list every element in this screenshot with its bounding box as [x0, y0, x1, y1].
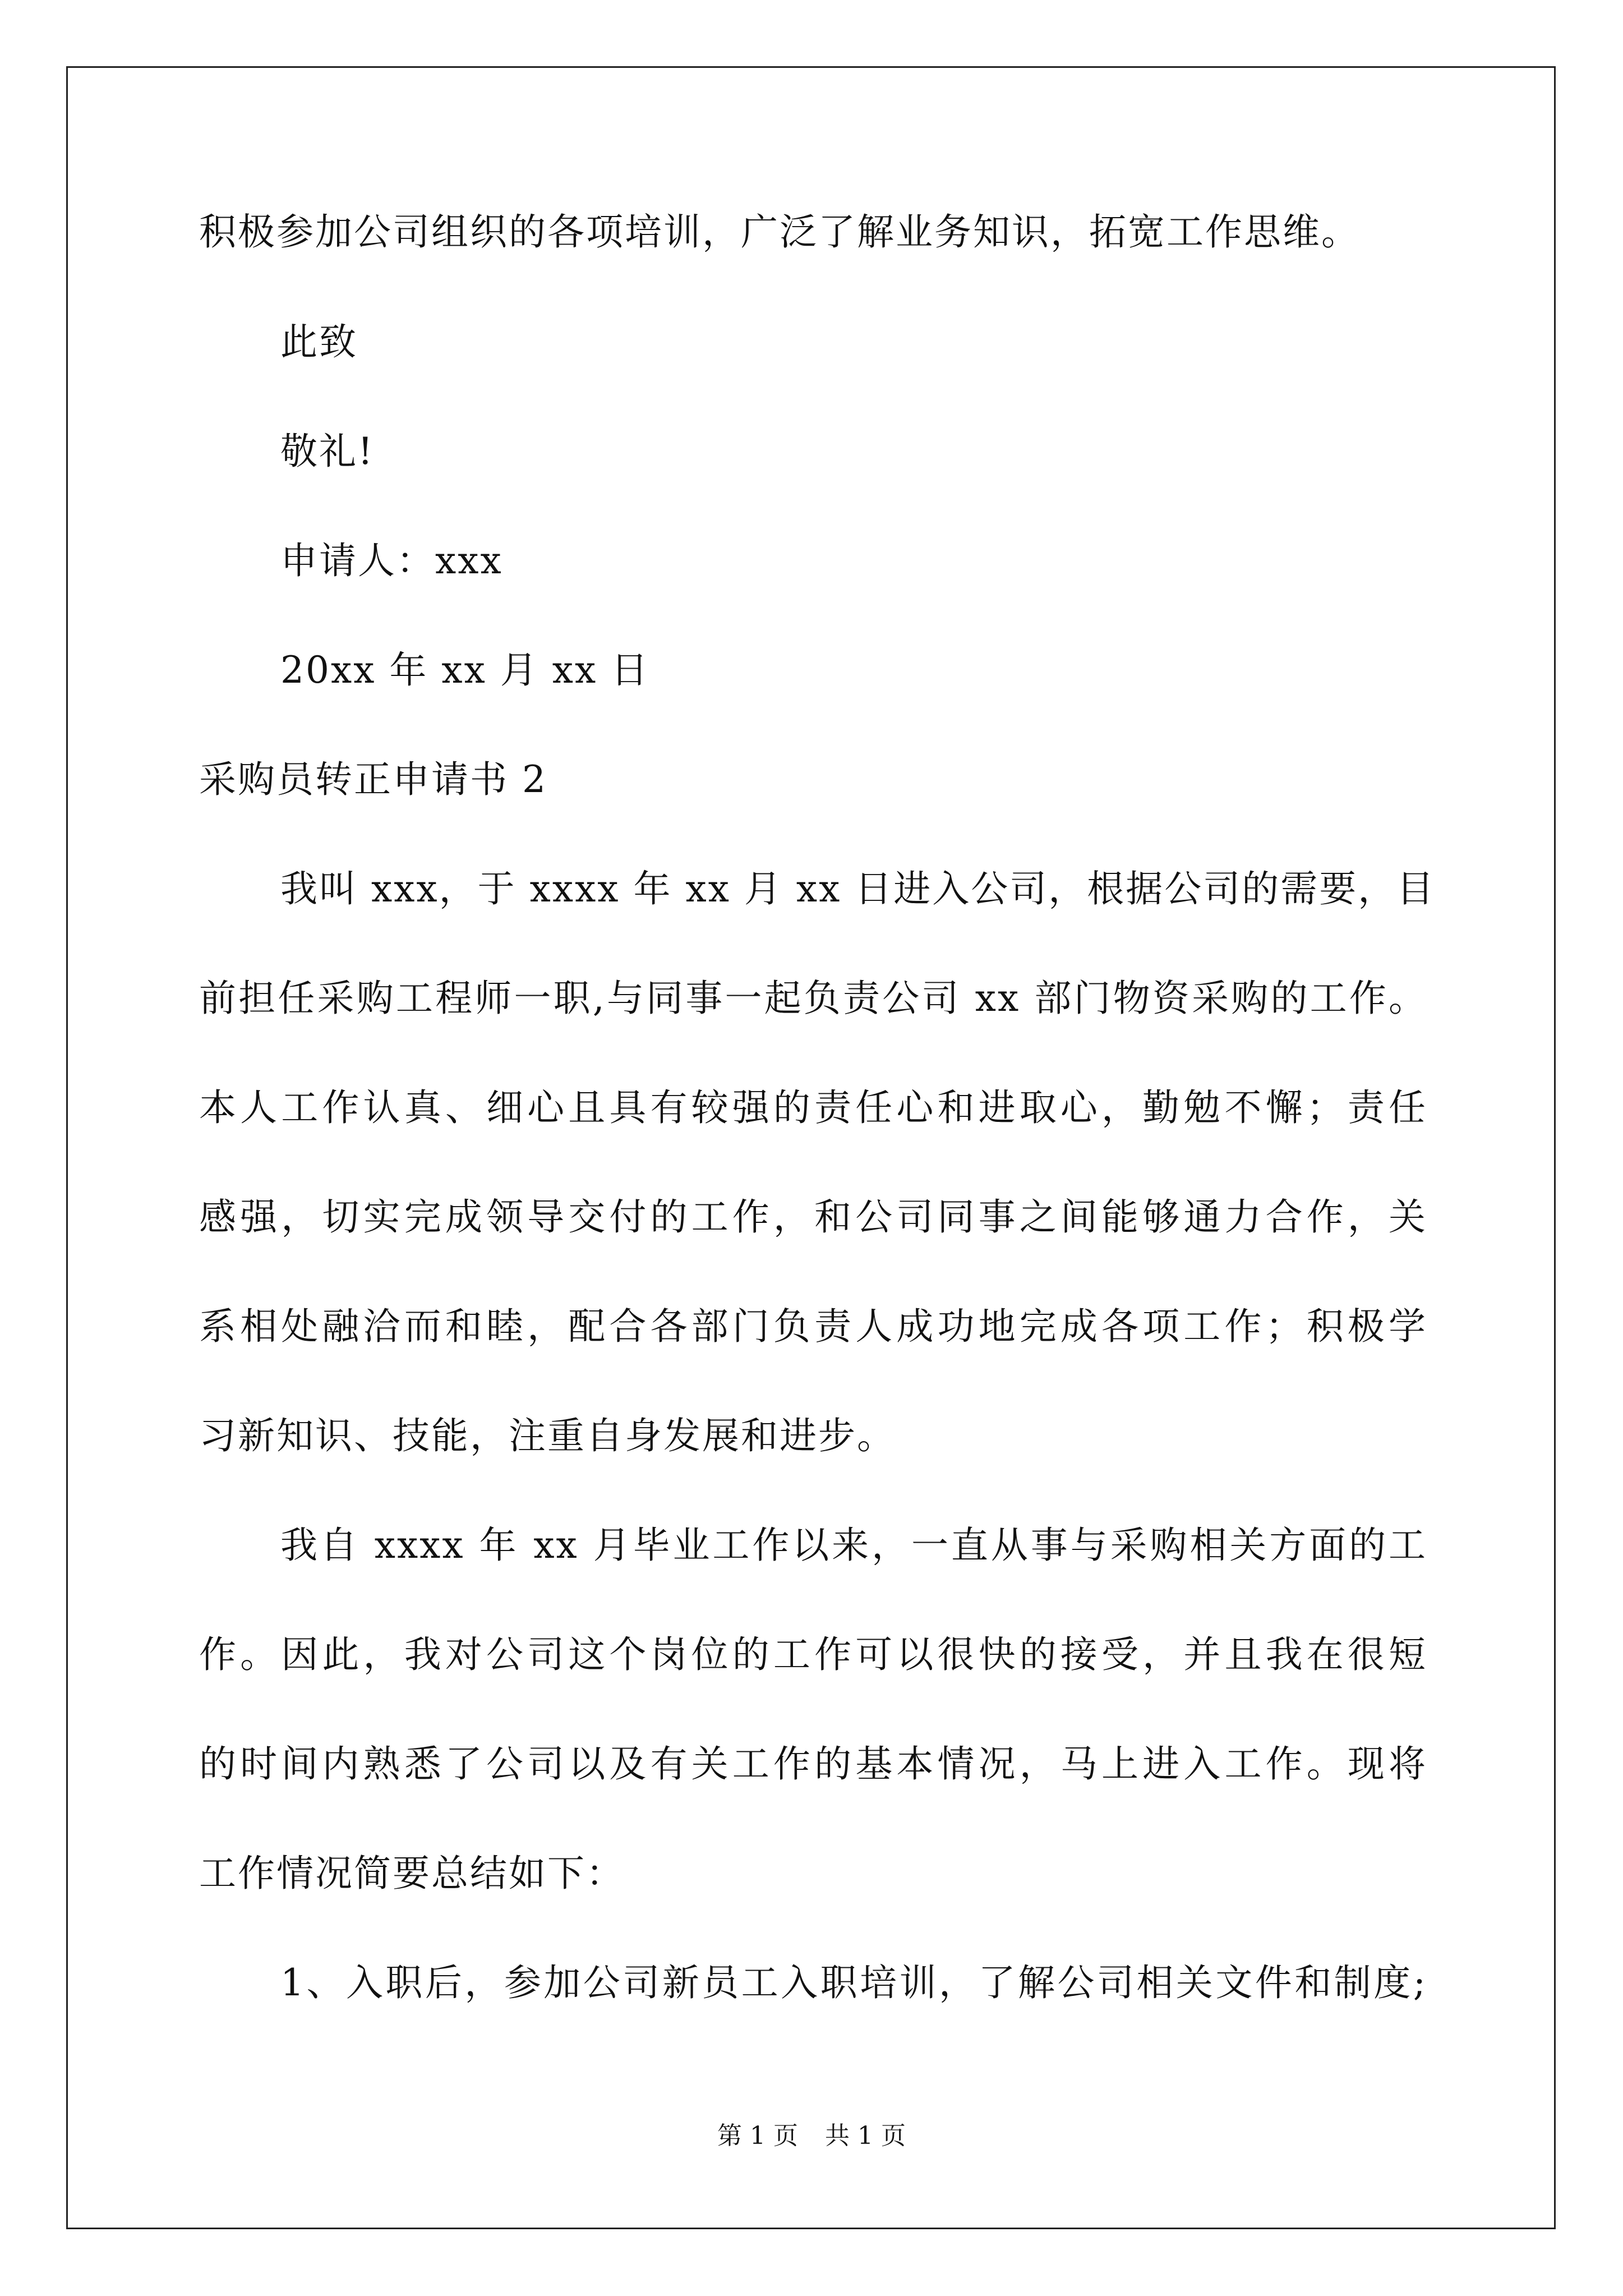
- paragraph-line: 前担任采购工程师一职,与同事一起负责公司 xx 部门物资采购的工作。: [199, 977, 1427, 1020]
- paragraph-line: 作。因此，我对公司这个岗位的工作可以很快的接受，并且我在很短: [199, 1633, 1427, 1676]
- paragraph-line: 积极参加公司组织的各项培训，广泛了解业务知识，拓宽工作思维。: [199, 210, 1360, 254]
- page-footer: [0, 2120, 1623, 2152]
- closing-regards: 敬礼!: [280, 430, 375, 473]
- paragraph-line: 感强，切实完成领导交付的工作，和公司同事之间能够通力合作，关: [199, 1195, 1427, 1239]
- paragraph-line: 我叫 xxx，于 xxxx 年 xx 月 xx 日进入公司，根据公司的需要，目: [280, 867, 1436, 910]
- page-number-total: 共 1 页: [825, 2122, 906, 2150]
- page-border: [66, 66, 1556, 2229]
- signature-date: 20xx 年 xx 月 xx 日: [280, 648, 650, 692]
- paragraph-line: 的时间内熟悉了公司以及有关工作的基本情况，马上进入工作。现将: [199, 1742, 1427, 1786]
- closing-salutation: 此致: [280, 320, 358, 364]
- paragraph-line: 系相处融洽而和睦，配合各部门负责人成功地完成各项工作；积极学: [199, 1305, 1427, 1348]
- paragraph-line: 我自 xxxx 年 xx 月毕业工作以来，一直从事与采购相关方面的工: [280, 1524, 1427, 1567]
- applicant-signature: 申请人：xxx: [280, 539, 503, 582]
- paragraph-line: 习新知识、技能，注重自身发展和进步。: [199, 1414, 896, 1457]
- page-number-current: 第 1 页: [717, 2122, 798, 2150]
- section-title: 采购员转正申请书 2: [199, 758, 547, 801]
- paragraph-line: 工作情况简要总结如下：: [199, 1852, 625, 1895]
- paragraph-line: 本人工作认真、细心且具有较强的责任心和进取心，勤勉不懈；责任: [199, 1086, 1427, 1129]
- list-item: 1、入职后，参加公司新员工入职培训，了解公司相关文件和制度;: [280, 1961, 1427, 2004]
